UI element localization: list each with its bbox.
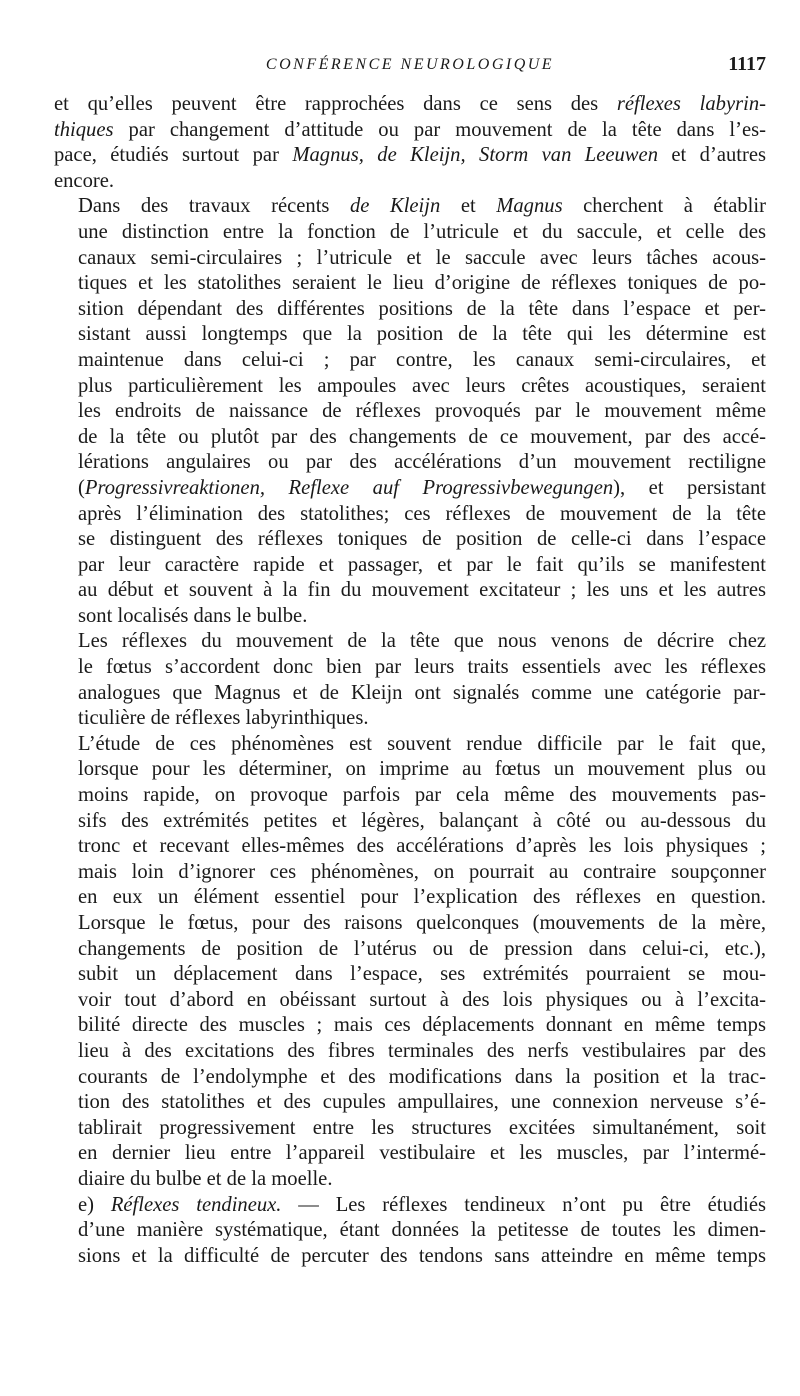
text-run: en dernier lieu entre l’appareil vestibulaire et les muscles, par l’intermé- (78, 1142, 766, 1165)
italic-run: réflexes labyrin- (616, 93, 766, 115)
text-run: et d’autres (658, 144, 766, 167)
page-number: 1117 (728, 53, 766, 75)
text-run: lorsque pour les déterminer, on imprime au fœtus un mouvement plus ou (78, 758, 766, 781)
text-line (54, 271, 766, 297)
text-line (54, 348, 766, 374)
text-run: après l’élimination des statolithes; ces réflexes de mouvement de la tête (78, 502, 766, 525)
text-line (54, 988, 766, 1014)
text-run: tablirait progressivement entre les structures excitées simultanément, soit (78, 1116, 766, 1139)
text-line (54, 962, 766, 988)
text-run: sifs des extrémités petites et légères, balançant à côté ou au-dessous du (78, 809, 766, 832)
text-line (54, 246, 766, 272)
text-run: plus particulièrement les ampoules avec leurs crêtes acoustiques, seraient (78, 374, 766, 397)
text-run: — Les réflexes tendineux n’ont pu être étudiés (281, 1193, 766, 1216)
text-line (54, 706, 766, 732)
paragraph (54, 732, 766, 1193)
text-line (54, 783, 766, 809)
text-line (54, 911, 766, 937)
text-line (54, 681, 766, 707)
paragraph (54, 629, 766, 731)
text-line (54, 502, 766, 528)
text-run: canaux semi-circulaires ; l’utricule et le saccule avec leurs tâches acous- (78, 246, 766, 269)
text-line (54, 1141, 766, 1167)
text-line (54, 1039, 766, 1065)
text-run: pace, étudiés surtout par (54, 144, 293, 167)
paragraph (54, 194, 766, 629)
running-head: CONFÉRENCE NEUROLOGIQUE (265, 56, 555, 73)
text-run: sions et la difficulté de percuter des tendons sans atteindre en même temps (78, 1244, 766, 1267)
italic-run: thiques (54, 118, 114, 141)
text-line (54, 553, 766, 579)
text-run: sition dépendant des différentes positions de la tête dans l’espace et per- (78, 297, 766, 320)
text-run: cherchent à établir (562, 195, 766, 218)
text-run: une distinction entre la fonction de l’utricule et du saccule, et celle des (78, 220, 766, 243)
text-line (54, 1218, 766, 1244)
text-run: Les réflexes du mouvement de la tête que nous venons de décrire chez (78, 630, 766, 653)
italic-run: Progressivreaktionen, Reflexe auf Progressivbewegungen (84, 476, 614, 499)
text-run: moins rapide, on provoque parfois par cela même des mouvements pas- (78, 784, 766, 807)
text-run: bilité directe des muscles ; mais ces déplacements donnant en même temps (78, 1014, 766, 1037)
text-line (54, 629, 766, 655)
text-run: mais loin d’ignorer ces phénomènes, on pourrait au contraire soupçonner (78, 860, 766, 883)
text-run: en eux un élément essentiel pour l’explication des réflexes en question. (78, 886, 766, 909)
text-line (54, 169, 766, 195)
italic-run: Réflexes tendineux. (110, 1193, 282, 1216)
text-line (54, 834, 766, 860)
text-line (54, 757, 766, 783)
text-line (54, 604, 766, 630)
text-run: par changement d’attitude ou par mouvement de la tête dans l’es- (113, 118, 766, 141)
text-line (54, 1065, 766, 1091)
text-run: d’une manière systématique, étant données la petitesse de toutes les dimen- (78, 1219, 766, 1242)
text-run: se distinguent des réflexes toniques de position de celle-ci dans l’espace (78, 528, 766, 551)
text-line (54, 885, 766, 911)
text-line (54, 1244, 766, 1270)
italic-run: Magnus, de Kleijn, Storm van Leeuwen (292, 144, 658, 167)
text-run: lieu à des excitations des fibres terminales des nerfs vestibulaires par des (78, 1039, 766, 1062)
text-line (54, 476, 766, 502)
text-line (54, 655, 766, 681)
text-line (54, 578, 766, 604)
text-run: les endroits de naissance de réflexes provoqués par le mouvement même (78, 400, 766, 423)
text-line (54, 297, 766, 323)
text-run: diaire du bulbe et de la moelle. (78, 1167, 333, 1190)
text-line (54, 450, 766, 476)
text-run: e) (78, 1193, 111, 1216)
text-run: au début et souvent à la fin du mouvement excitateur ; les uns et les autres (78, 579, 766, 602)
text-line (54, 1167, 766, 1193)
text-run: ticulière de réflexes labyrinthiques. (78, 707, 369, 730)
text-run: changements de position de l’utérus ou de pression dans celui-ci, etc.), (78, 937, 766, 960)
text-run: encore. (54, 169, 115, 192)
text-line (54, 732, 766, 758)
text-run: le fœtus s’accordent donc bien par leurs traits essentiels avec les réflexes (78, 656, 766, 679)
text-line (54, 118, 766, 144)
paragraph (54, 92, 766, 194)
text-run: par leur caractère rapide et passager, et par le fait qu’ils se manifestent (78, 553, 766, 576)
text-run: tion des statolithes et des cupules ampullaires, une connexion nerveuse s’é- (78, 1091, 766, 1114)
italic-run: Magnus (496, 195, 563, 218)
text-line (54, 1013, 766, 1039)
text-run: et qu’elles peuvent être rapprochées dans ce sens des (54, 93, 617, 115)
text-line (54, 1116, 766, 1142)
text-run: Lorsque le fœtus, pour des raisons quelconques (mouvements de la mère, (78, 912, 766, 934)
text-line (54, 937, 766, 963)
text-line (54, 322, 766, 348)
text-line (54, 809, 766, 835)
text-run: de la tête ou plutôt par des changements de ce mouvement, par des accé- (78, 425, 766, 448)
body-text (54, 92, 766, 1269)
text-run: tronc et recevant elles-mêmes des accélérations d’après les lois physiques ; (78, 835, 766, 858)
text-run: tiques et les statolithes seraient le lieu d’origine de réflexes toniques de po- (78, 272, 766, 295)
text-line (54, 860, 766, 886)
text-line (54, 1090, 766, 1116)
text-run: sistant aussi longtemps que la position de la tête qui les détermine est (78, 323, 766, 346)
paragraph (54, 1193, 766, 1270)
text-line (54, 143, 766, 169)
text-line (54, 527, 766, 553)
text-run: voir tout d’abord en obéissant surtout à des lois physiques ou à l’excita- (78, 988, 766, 1011)
text-line (54, 374, 766, 400)
text-run: ( (78, 476, 85, 499)
text-line (54, 425, 766, 451)
text-run: lérations angulaires ou par des accélérations d’un mouvement rectiligne (78, 451, 766, 474)
text-line (54, 399, 766, 425)
text-run: ), et persistant (613, 476, 766, 499)
text-line (54, 1193, 766, 1219)
text-run: Dans des travaux récents (78, 195, 350, 218)
italic-run: de Kleijn (349, 195, 441, 218)
text-run: courants de l’endolymphe et des modifications dans la position et la trac- (78, 1065, 766, 1088)
text-line (54, 220, 766, 246)
text-run: L’étude de ces phénomènes est souvent rendue difficile par le fait que, (78, 732, 766, 755)
text-run: et (440, 195, 497, 218)
page-header (54, 53, 766, 86)
text-run: sont localisés dans le bulbe. (78, 604, 308, 627)
text-run: analogues que Magnus et de Kleijn ont signalés comme une catégorie par- (78, 681, 766, 704)
text-run: maintenue dans celui-ci ; par contre, les canaux semi-circulaires, et (78, 348, 766, 371)
text-line (54, 194, 766, 220)
text-line (54, 92, 766, 118)
text-run: subit un déplacement dans l’espace, ses extrémités pourraient se mou- (78, 963, 766, 986)
